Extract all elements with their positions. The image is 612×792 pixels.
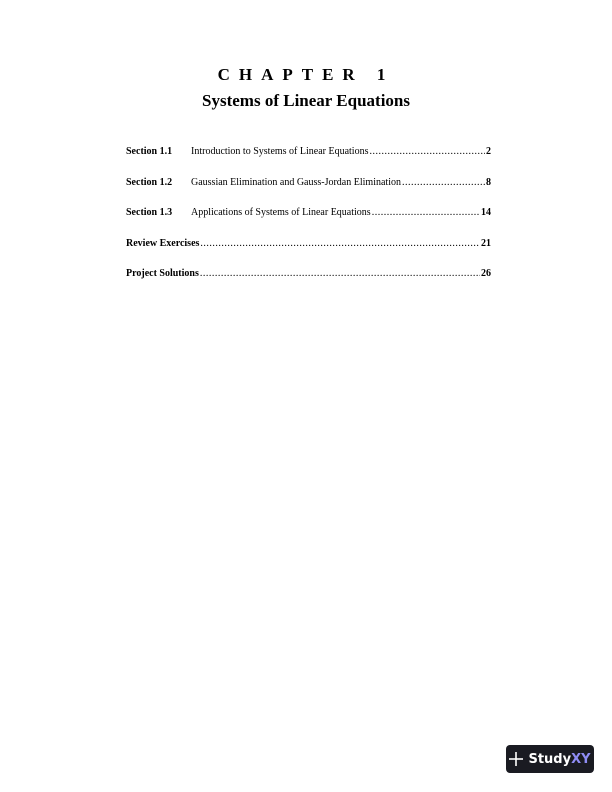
toc-entry-title: Gaussian Elimination and Gauss-Jordan Elimination — [191, 176, 401, 188]
toc-entry-section-1-3[interactable] — [126, 206, 491, 237]
toc-entry-title: Review Exercises — [126, 237, 200, 249]
toc-entry-title: Introduction to Systems of Linear Equations — [191, 146, 369, 157]
toc-entry-title: Applications of Systems of Linear Equations — [191, 207, 371, 218]
toc-dot-leader — [372, 206, 480, 219]
toc-dot-leader — [402, 176, 485, 189]
toc-entry-section-1-1[interactable] — [126, 145, 491, 176]
toc-page-number: 14 — [481, 207, 491, 218]
toc-entry-project-solutions[interactable] — [126, 267, 491, 298]
plus-icon — [509, 752, 523, 766]
table-of-contents — [126, 145, 491, 298]
toc-section-number: Section 1.2 — [126, 176, 173, 188]
brand-name: Study — [528, 751, 572, 767]
toc-dot-leader — [200, 237, 480, 250]
toc-page-number: 21 — [481, 237, 491, 249]
chapter-title: Systems of Linear Equations — [202, 91, 410, 110]
toc-page-number: 8 — [486, 176, 491, 188]
toc-section-number: Section 1.1 — [126, 146, 173, 157]
toc-entry-section-1-2[interactable] — [126, 176, 491, 207]
toc-entry-title: Project Solutions — [126, 268, 199, 279]
brand-name-accent: XY — [571, 751, 591, 767]
chapter-heading: CHAPTER 1 — [217, 65, 395, 84]
toc-dot-leader — [369, 145, 485, 158]
toc-dot-leader — [200, 267, 480, 280]
studyxy-badge[interactable] — [506, 745, 594, 773]
toc-page-number: 2 — [486, 146, 491, 157]
toc-entry-review-exercises[interactable] — [126, 237, 491, 268]
toc-section-number: Section 1.3 — [126, 207, 173, 218]
toc-page-number: 26 — [481, 268, 491, 279]
